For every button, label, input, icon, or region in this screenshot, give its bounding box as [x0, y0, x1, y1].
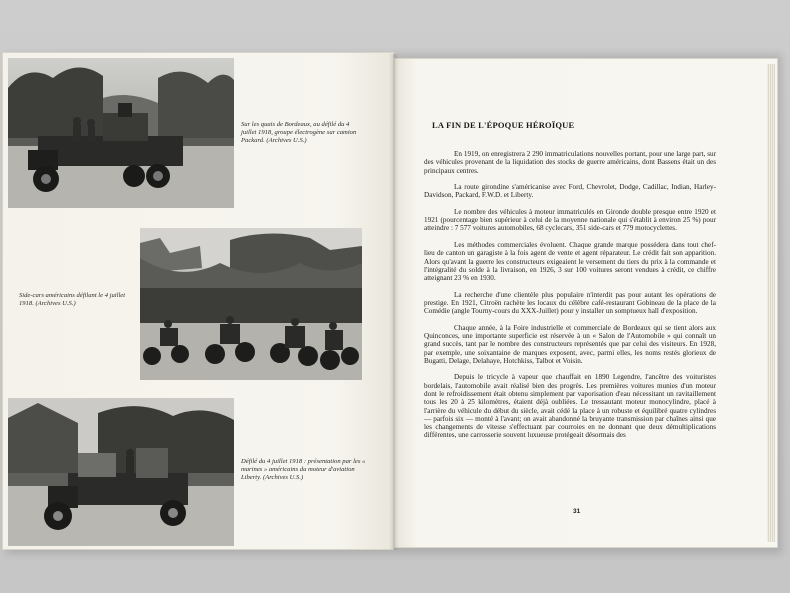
paragraph: Depuis le tricycle à vapeur que chauffait en 1890 Legendre, l'ancêtre des voituristes bordelais, l'automobile avait réalisé bien des progrès. Les premières voitures munies d'un moteur dont le refroidissement était obtenu simplement par vaporisation d'eau nécessitant un ravitaillement tous les 20 à 25 kilomètres, étaient déjà oubliées. Le tressautant moteur monocylindre, placé à l'arrière du véhicule du début du siècle, avait cédé la place à un robuste et équilibré quatre cylindres — parfois six — monté à l'avant; on avait abandonné la bruyante transmission par chaînes ainsi que les changements de vitesse s'effectuant par courroies en ne donnant que deux démultiplications différentes, une carrosserie souvent luxueuse protégeait désormais des [424, 373, 716, 440]
paragraph: Le nombre des véhicules à moteur immatriculés en Gironde double presque entre 1920 et 1921 (pourcentage bien supérieur à celui de la moyenne nationale qui s'établit à environ 25 %) pour atteindre : 7 577 voitures automobiles, 68 cyclecars, 351 side-cars et 779 motocyclettes. [424, 207, 716, 233]
paragraph: La recherche d'une clientèle plus populaire n'interdit pas pour autant les opérations de prestige. En 1921, Citroën rachète les locaux du célèbre café-restaurant Gobineau de la place de la Comédie (angle Tourny-cours du XXX-Juillet) pour y installer un somptueux hall d'exposition. [424, 290, 716, 316]
paragraph: En 1919, on enregistrera 2 290 immatriculations nouvelles portant, pour une large part, sur des véhicules provenant de la liquidation des stocks de guerre américains, dont Bassens était un des principaux centres. [424, 150, 716, 175]
liberty-engine-truck-photo [8, 398, 234, 546]
caption-sidecars: Side-cars américains défilant le 4 juillet 1918. (Archives U.S.) [19, 292, 126, 307]
article-body [424, 150, 716, 448]
book-spine [389, 54, 399, 550]
truck-generator-photo [8, 58, 234, 208]
section-heading: LA FIN DE L'ÉPOQUE HÉROÏQUE [432, 120, 575, 130]
paragraph: La route girondine s'américanise avec Ford, Chevrolet, Dodge, Cadillac, Indian, Harley-Davidson, Packard, F.W.D. et Liberty. [424, 183, 716, 200]
page-edge [767, 64, 775, 542]
paragraph: Chaque année, à la Foire industrielle et commerciale de Bordeaux qui se tient alors aux Quinconces, une importante superficie est réservée à un « Salon de l'Automobile » qui connaît un grand succès, tant par le nombre des constructeurs représentés que par celui des visiteurs. En 1928, par exemple, une soixantaine de marques exposent, avec, parmi elles, les noms restés glorieux de Bugatti, Delage, Delahaye, Hotchkiss, Talbot et Voisin. [424, 323, 716, 365]
caption-truck-generator: Sur les quais de Bordeaux, au défilé du 4 juillet 1918, groupe électrogène sur camion Packard. (Archives U.S.) [241, 121, 357, 144]
page-number: 31 [573, 508, 581, 515]
paragraph: Les méthodes commerciales évoluent. Chaque grande marque possédera dans tout chef-lieu de canton un garagiste à la fois agent de vente et agent réparateur. Le crédit fait son apparition. Alors qu'avant la guerre les constructeurs exigeaient le versement du tiers du prix à la commande et l'intégralité du solde à la livraison, en 1926, 3 sur 100 voitures seront vendues à crédit, ce chiffre atteignant 23 % en 1930. [424, 240, 716, 283]
caption-liberty-engine: Défilé du 4 juillet 1918 : présentation par les « marines » américains du moteur d'aviation Liberty. (Archives U.S.) [241, 458, 366, 481]
sidecars-parade-photo [140, 228, 362, 380]
